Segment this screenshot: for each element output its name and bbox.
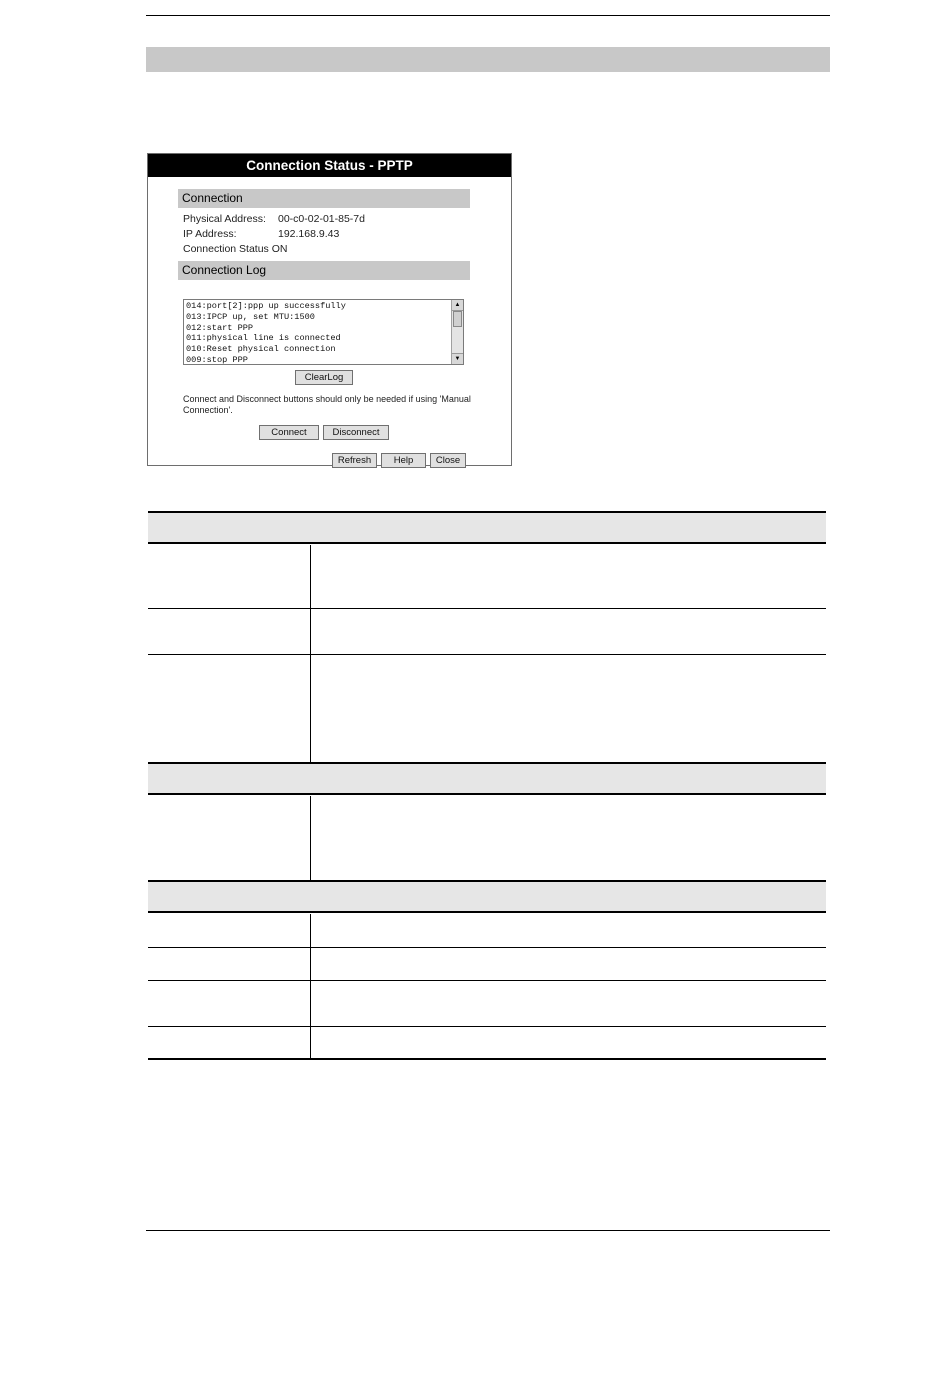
connection-status-text: Connection Status ON	[183, 243, 288, 255]
connection-heading: Connection	[178, 189, 470, 208]
table-row-divider	[148, 654, 826, 655]
window-title: Connection Status - PPTP	[148, 154, 511, 177]
ip-address-label: IP Address:	[183, 228, 237, 240]
log-scrollbar[interactable]	[451, 300, 463, 364]
table-group-header-3	[148, 880, 826, 913]
table-group-header-2	[148, 762, 826, 795]
clear-log-button[interactable]: ClearLog	[295, 370, 353, 385]
physical-address-value: 00-c0-02-01-85-7d	[278, 213, 365, 225]
connection-log-heading: Connection Log	[178, 261, 470, 280]
refresh-button[interactable]: Refresh	[332, 453, 377, 468]
ip-address-value: 192.168.9.43	[278, 228, 340, 240]
table-column-divider-3	[310, 914, 311, 1059]
footer-rule	[146, 1230, 830, 1231]
manual-connection-note: Connect and Disconnect buttons should only be needed if using 'Manual Connection'.	[183, 394, 471, 415]
table-bottom-border	[148, 1058, 826, 1060]
table-group-header-1	[148, 511, 826, 544]
connect-button[interactable]: Connect	[259, 425, 319, 440]
scroll-up-icon[interactable]: ▲	[452, 300, 463, 311]
physical-address-label: Physical Address:	[183, 213, 266, 225]
scroll-down-icon[interactable]: ▼	[452, 353, 463, 364]
header-rule	[146, 15, 830, 16]
close-button[interactable]: Close	[430, 453, 466, 468]
table-row-divider	[148, 1026, 826, 1027]
table-column-divider-2	[310, 796, 311, 880]
log-lines: 014:port[2]:ppp up successfully 013:IPCP up, set MTU:1500 012:start PPP 011:physical line is connected 010:Reset physical connection 009:stop PPP	[186, 301, 346, 365]
scroll-thumb[interactable]	[453, 311, 462, 327]
help-button[interactable]: Help	[381, 453, 426, 468]
disconnect-button[interactable]: Disconnect	[323, 425, 389, 440]
connection-status-window	[147, 153, 512, 466]
table-row-divider	[148, 947, 826, 948]
table-row-divider	[148, 608, 826, 609]
section-heading-bar	[146, 47, 830, 72]
table-row-divider	[148, 980, 826, 981]
connection-log-textarea[interactable]	[183, 299, 464, 365]
